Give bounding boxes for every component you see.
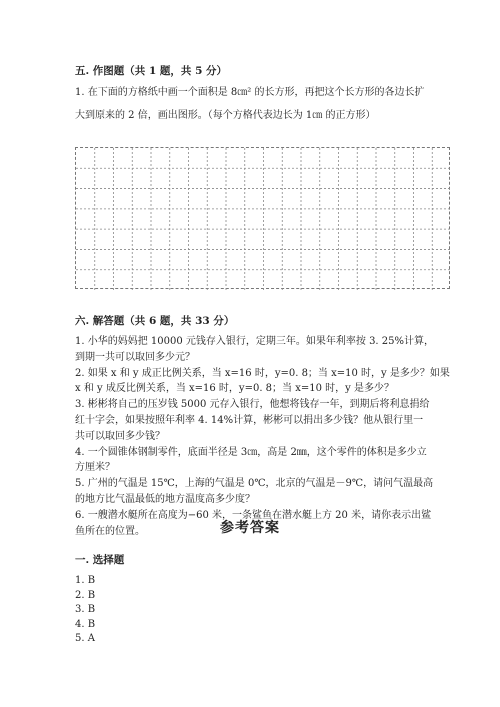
answer-item: 3. B	[75, 604, 96, 616]
question-line: x 和 y 成反比例关系，当 x=16 时，y=0. 8；当 x=10 时，y 是多少？	[75, 383, 394, 395]
grid-lines	[76, 148, 451, 290]
question-text: 1. 在下面的方格纸中画一个面积是 8㎝² 的长方形，再把这个长方形的各边长扩	[75, 87, 425, 98]
answer-item: 2. B	[75, 589, 96, 601]
question-line: 3. 彬彬将自己的压岁钱 5000 元存入银行，他想将钱存一年，到期后将利息捐给	[75, 399, 430, 411]
question-line: 红十字会，如果按照年利率 4. 14%计算，彬彬可以捐出多少钱？他从银行里一	[75, 414, 424, 426]
section5-heading: 五. 作图题（共 1 题，共 5 分）	[75, 65, 228, 77]
question-line: 鱼所在的位置。	[75, 525, 145, 537]
section6-questions	[75, 334, 450, 539]
answer-item: 1. B	[75, 575, 96, 586]
answers-subheading: 一. 选择题	[75, 554, 125, 566]
grid-paper	[75, 147, 450, 289]
question-line: 的地方比气温最低的地方温度高多少度？	[75, 493, 255, 505]
answers-title: 参考答案	[220, 520, 280, 536]
question-line: 共可以取回多少钱？	[75, 430, 165, 442]
answer-item: 5. A	[75, 633, 95, 645]
answer-item: 4. B	[75, 618, 96, 630]
question-line: 2. 如果 x 和 y 成正比例关系，当 x=16 时，y=0. 8；当 x=10 时，y 是多少？如果	[75, 367, 450, 379]
section6-heading: 六. 解答题（共 6 题，共 33 分）	[75, 315, 235, 327]
question-line: 4. 一个圆锥体钢制零件，底面半径是 3㎝，高是 2㎜，这个零件的体积是多少立	[75, 446, 427, 458]
answer-list	[75, 574, 95, 647]
question-text: 大到原来的 2 倍，画出图形。（每个方格代表边长为 1㎝ 的正方形）	[75, 110, 376, 121]
question-line: 方厘米？	[75, 462, 115, 474]
question-line: 5. 广州的气温是 15℃，上海的气温是 0℃，北京的气温是－9℃，请问气温最高	[75, 478, 434, 490]
question-line: 1. 小华的妈妈把 10000 元钱存入银行，定期三年。如果年利率按 3. 25%计算，	[75, 336, 435, 347]
question-line: 6. 一艘潜水艇所在高度为−60 米，一条鲨鱼在潜水艇上方 20 米，请你表示出鲨	[75, 509, 432, 521]
question-line: 到期一共可以取回多少元？	[75, 351, 195, 363]
